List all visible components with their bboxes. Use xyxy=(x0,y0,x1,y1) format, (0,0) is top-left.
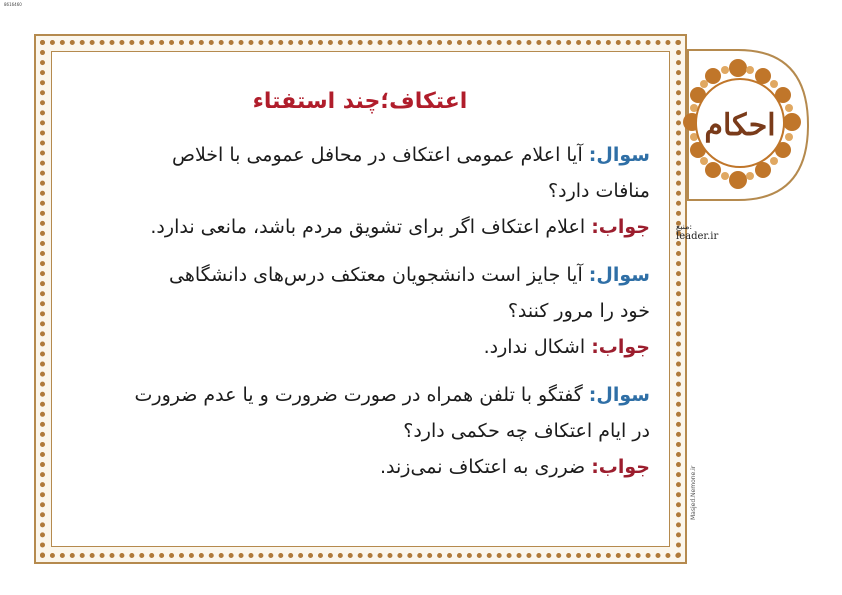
question-label: سوال: xyxy=(588,383,650,406)
source-site: leader.ir xyxy=(676,231,719,242)
question-line xyxy=(70,137,650,173)
answer-text: ضرری به اعتکاف نمی‌زند. xyxy=(379,455,586,478)
qa-item xyxy=(70,377,650,485)
question-line-continued: منافات دارد؟ xyxy=(548,179,650,202)
qa-item xyxy=(70,137,650,245)
question-text: گفتگو با تلفن همراه در صورت ضرورت و یا عدم ضرورت xyxy=(134,383,583,406)
content xyxy=(70,88,650,497)
answer-label: جواب: xyxy=(591,335,650,358)
source-block xyxy=(676,222,746,242)
question-line xyxy=(70,377,650,413)
page-id: 8616460 xyxy=(4,2,22,7)
answer-label: جواب: xyxy=(591,455,650,478)
question-text: آیا جایز است دانشجویان معتکف درس‌های دانشگاهی xyxy=(169,263,583,286)
question-line-continued: در ایام اعتکاف چه حکمی دارد؟ xyxy=(403,419,650,442)
answer-line xyxy=(70,209,650,245)
question-line xyxy=(70,257,650,293)
source-label: منبع: xyxy=(676,222,693,231)
ahkam-emblem-icon xyxy=(668,40,818,210)
answer-line xyxy=(70,329,650,365)
question-line-continued: خود را مرور کنند؟ xyxy=(507,299,650,322)
page-title: اعتکاف؛چند استفتاء xyxy=(252,89,468,114)
qa-item xyxy=(70,257,650,365)
answer-line xyxy=(70,449,650,485)
answer-text: اعلام اعتکاف اگر برای تشویق مردم باشد، مانعی ندارد. xyxy=(150,215,586,238)
side-credit: Masjed.Nemone.ir xyxy=(690,465,697,520)
answer-label: جواب: xyxy=(591,215,650,238)
answer-text: اشکال ندارد. xyxy=(483,335,586,358)
emblem-text: احکام xyxy=(704,108,776,143)
question-label: سوال: xyxy=(588,143,650,166)
question-text: آیا اعلام عمومی اعتکاف در محافل عمومی با اخلاص xyxy=(171,143,583,166)
question-label: سوال: xyxy=(588,263,650,286)
